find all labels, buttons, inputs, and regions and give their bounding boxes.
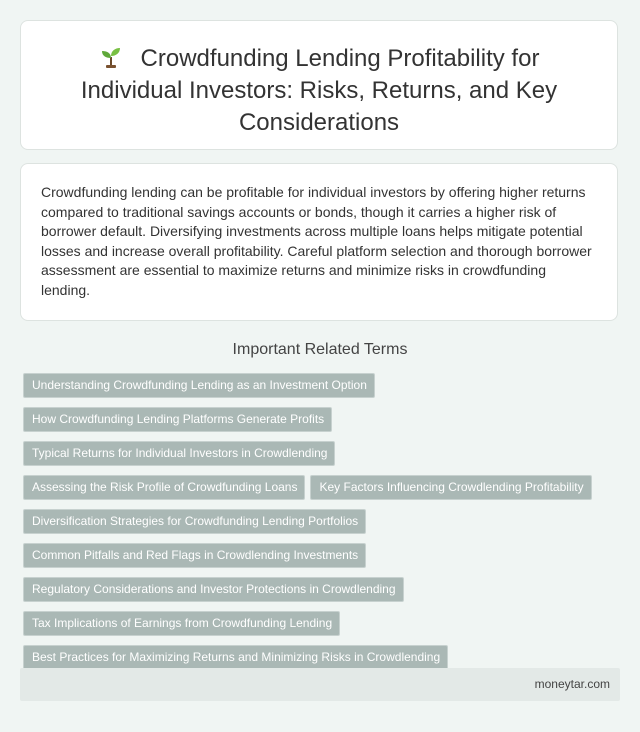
related-term-tag[interactable]: Common Pitfalls and Red Flags in Crowdlending Investments [23, 543, 366, 568]
summary-card [20, 163, 618, 321]
title-text: Crowdfunding Lending Profitability for Individual Investors: Risks, Returns, and Key Considerations [80, 45, 558, 136]
title-card [20, 20, 618, 150]
related-term-tag[interactable]: Tax Implications of Earnings from Crowdfunding Lending [23, 611, 340, 636]
sprout-icon [99, 45, 123, 69]
footer-site-link[interactable]: moneytar.com [534, 677, 610, 691]
related-term-tag[interactable]: Regulatory Considerations and Investor Protections in Crowdlending [23, 577, 404, 602]
related-term-tag[interactable]: Assessing the Risk Profile of Crowdfunding Loans [23, 475, 305, 500]
page-title [21, 21, 617, 139]
related-terms-list [23, 373, 623, 679]
related-term-tag[interactable]: How Crowdfunding Lending Platforms Generate Profits [23, 407, 332, 432]
related-term-tag[interactable]: Best Practices for Maximizing Returns and Minimizing Risks in Crowdlending [23, 645, 448, 670]
related-term-tag[interactable]: Diversification Strategies for Crowdfunding Lending Portfolios [23, 509, 366, 534]
footer [20, 668, 620, 701]
related-term-tag[interactable]: Typical Returns for Individual Investors in Crowdlending [23, 441, 335, 466]
related-term-tag[interactable]: Understanding Crowdfunding Lending as an Investment Option [23, 373, 375, 398]
related-term-tag[interactable]: Key Factors Influencing Crowdlending Profitability [310, 475, 591, 500]
summary-text: Crowdfunding lending can be profitable for individual investors by offering higher returns compared to traditional savings accounts or bonds, though it carries a higher risk of borrower default. Diversifying investments across multiple loans helps mitigate potential losses and increase overall profitability. Careful platform selection and thorough borrower assessment are essential to maximize returns and minimize risks in crowdfunding lending. [41, 184, 592, 298]
related-terms-heading: Important Related Terms [232, 341, 408, 358]
